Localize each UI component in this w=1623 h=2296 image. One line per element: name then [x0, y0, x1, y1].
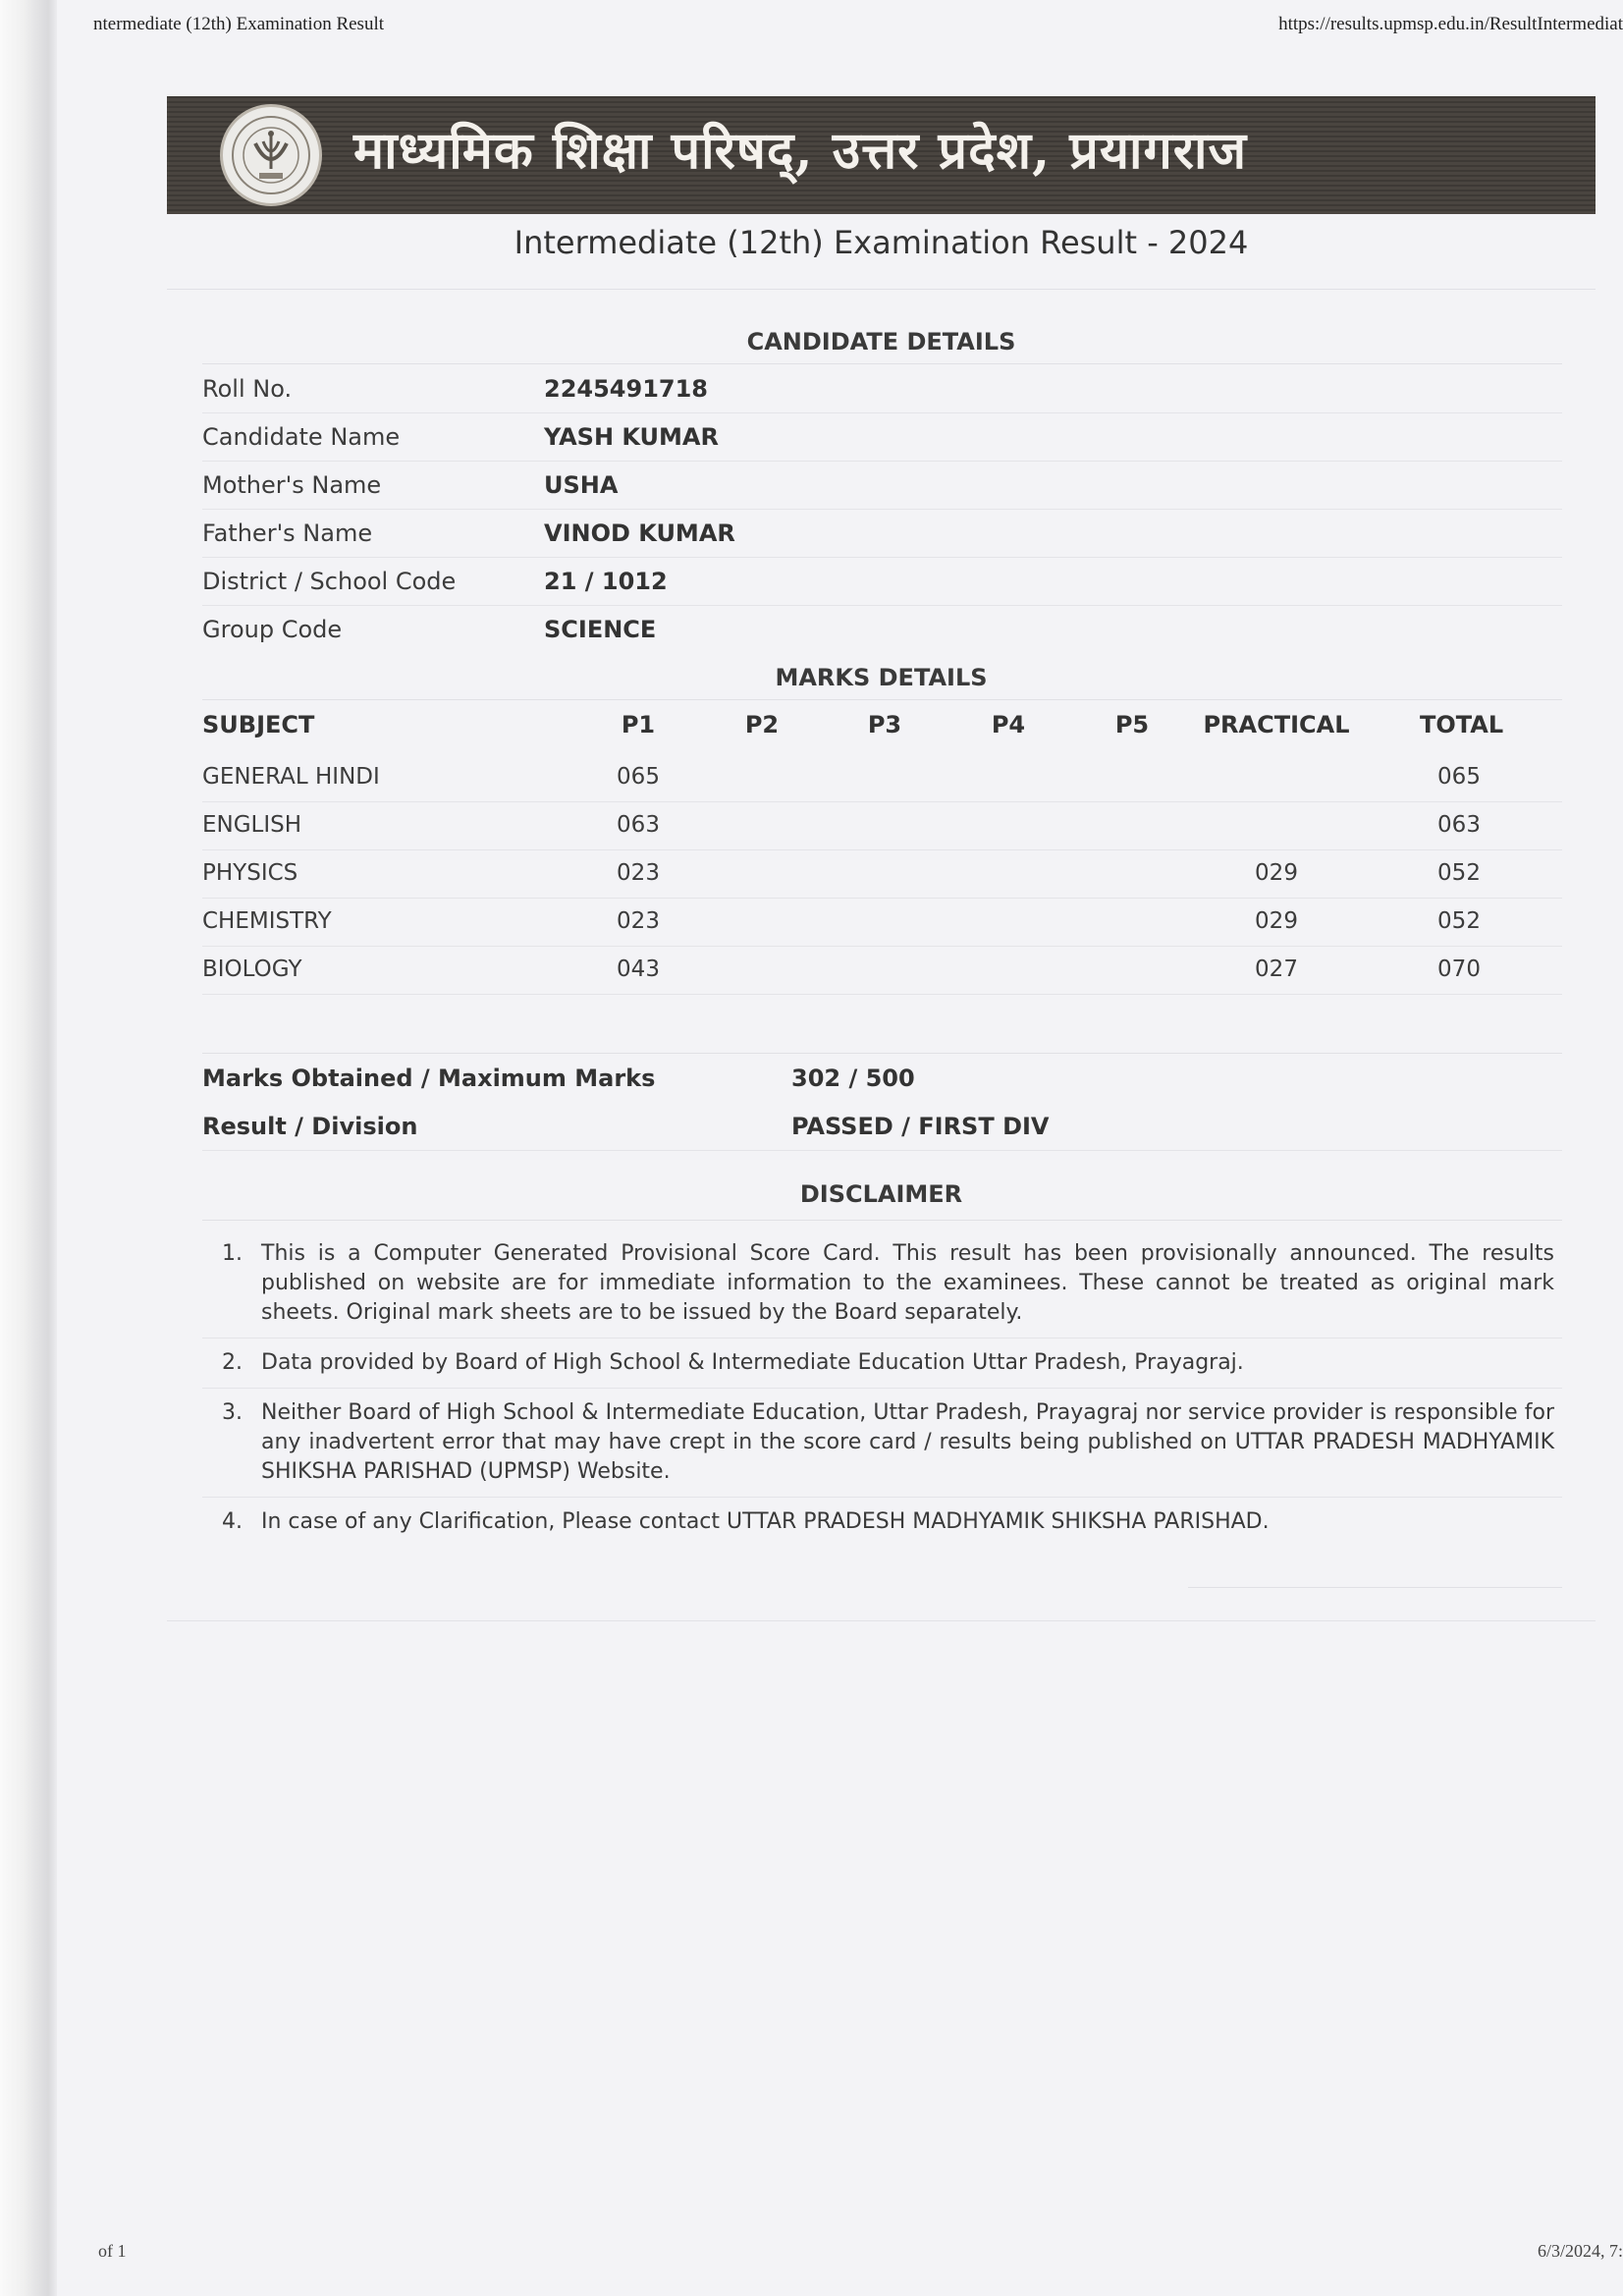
- total-cell: 065: [1437, 764, 1481, 790]
- column-header-p1: P1: [621, 711, 656, 738]
- marks-divider: [202, 699, 1562, 700]
- list-item: [202, 1503, 1562, 1547]
- total-cell: 070: [1437, 957, 1481, 982]
- detail-value: 2245491718: [544, 375, 708, 403]
- marks-obtained-row: [202, 1055, 1562, 1102]
- practical-cell: 029: [1255, 860, 1298, 886]
- total-cell: 052: [1437, 908, 1481, 934]
- column-header-p5: P5: [1114, 711, 1150, 738]
- detail-row-father-name: [202, 510, 1562, 558]
- board-name-hindi: माध्यमिक शिक्षा परिषद्, उत्तर प्रदेश, प्रयागराज: [353, 121, 1248, 181]
- table-row: [202, 899, 1562, 947]
- marks-obtained-value: 302 / 500: [791, 1065, 915, 1092]
- p1-cell: 023: [617, 908, 660, 934]
- summary-top-divider: [202, 1053, 1562, 1054]
- print-header-title: ntermediate (12th) Examination Result: [93, 14, 385, 34]
- table-row: [202, 754, 1562, 802]
- disclaimer-divider: [202, 1220, 1562, 1221]
- result-division-value: PASSED / FIRST DIV: [791, 1113, 1050, 1140]
- print-footer-datetime: 6/3/2024, 7:: [1537, 2241, 1623, 2261]
- detail-value: USHA: [544, 471, 619, 499]
- column-header-practical: PRACTICAL: [1203, 711, 1350, 738]
- detail-label: Roll No.: [202, 375, 293, 403]
- p1-cell: 065: [617, 764, 660, 790]
- subject-cell: CHEMISTRY: [202, 908, 332, 934]
- item-text: Neither Board of High School & Intermediate Education, Uttar Pradesh, Prayagraj nor service provider is responsible for any inadvertent error that may have crept in the score card / results being published on UTTAR PRADESH MADHYAMIK SHIKSHA PARISHAD (UPMSP) Website.: [261, 1400, 1554, 1484]
- result-division-row: [202, 1103, 1562, 1151]
- table-row: [202, 802, 1562, 850]
- total-cell: 063: [1437, 812, 1481, 838]
- detail-label: Father's Name: [202, 519, 373, 547]
- disclaimer-list: [202, 1235, 1562, 1553]
- column-header-subject: SUBJECT: [202, 711, 315, 738]
- candidate-divider: [202, 363, 1562, 364]
- item-number: 4.: [222, 1509, 243, 1534]
- candidate-details-heading: CANDIDATE DETAILS: [746, 328, 1016, 355]
- list-item: [202, 1235, 1562, 1339]
- column-header-p4: P4: [991, 711, 1026, 738]
- detail-value: 21 / 1012: [544, 568, 668, 595]
- scanned-page-edge: [0, 0, 57, 2296]
- detail-row-candidate-name: [202, 413, 1562, 462]
- total-cell: 052: [1437, 860, 1481, 886]
- detail-row-group-code: [202, 606, 1562, 653]
- marks-details-heading: MARKS DETAILS: [775, 664, 988, 691]
- detail-row-district-school: [202, 558, 1562, 606]
- column-header-total: TOTAL: [1420, 711, 1504, 738]
- column-header-p3: P3: [867, 711, 902, 738]
- subject-cell: GENERAL HINDI: [202, 764, 380, 790]
- page-title: Intermediate (12th) Examination Result - 2024: [514, 224, 1249, 261]
- subject-cell: ENGLISH: [202, 812, 302, 838]
- detail-label: District / School Code: [202, 568, 457, 595]
- print-header-url: https://results.upmsp.edu.in/ResultIntermediat: [1278, 14, 1623, 34]
- table-row: [202, 850, 1562, 899]
- detail-row-mother-name: [202, 462, 1562, 510]
- table-row: [202, 947, 1562, 995]
- item-number: 1.: [222, 1241, 243, 1266]
- title-divider: [167, 289, 1596, 290]
- column-header-p2: P2: [744, 711, 780, 738]
- subject-cell: BIOLOGY: [202, 957, 302, 982]
- detail-label: Candidate Name: [202, 423, 401, 451]
- item-text: In case of any Clarification, Please contact UTTAR PRADESH MADHYAMIK SHIKSHA PARISHAD.: [261, 1509, 1270, 1534]
- item-text: Data provided by Board of High School & Intermediate Education Uttar Pradesh, Prayagraj.: [261, 1350, 1244, 1375]
- board-seal-icon: [220, 104, 322, 206]
- p1-cell: 043: [617, 957, 660, 982]
- detail-value: YASH KUMAR: [544, 423, 719, 451]
- detail-label: Group Code: [202, 616, 343, 643]
- item-text: This is a Computer Generated Provisional Score Card. This result has been provisionally announced. The results published on website are for immediate information to the examinees. These cannot be treated as original mark sheets. Original mark sheets are to be issued by the Board separately.: [261, 1241, 1554, 1325]
- signature-line: [1188, 1587, 1562, 1588]
- list-item: [202, 1344, 1562, 1389]
- detail-value: SCIENCE: [544, 616, 657, 643]
- disclaimer-heading: DISCLAIMER: [799, 1180, 963, 1208]
- p1-cell: 023: [617, 860, 660, 886]
- item-number: 3.: [222, 1400, 243, 1425]
- p1-cell: 063: [617, 812, 660, 838]
- item-number: 2.: [222, 1350, 243, 1375]
- result-card: [167, 96, 1596, 1621]
- result-division-label: Result / Division: [202, 1113, 418, 1140]
- board-banner: [167, 96, 1596, 214]
- detail-value: VINOD KUMAR: [544, 519, 735, 547]
- practical-cell: 029: [1255, 908, 1298, 934]
- detail-label: Mother's Name: [202, 471, 382, 499]
- marks-obtained-label: Marks Obtained / Maximum Marks: [202, 1065, 656, 1092]
- list-item: [202, 1394, 1562, 1498]
- print-footer-page: of 1: [98, 2241, 127, 2261]
- detail-row-roll-no: [202, 365, 1562, 413]
- marks-header-row: [202, 707, 1562, 754]
- subject-cell: PHYSICS: [202, 860, 298, 886]
- practical-cell: 027: [1255, 957, 1298, 982]
